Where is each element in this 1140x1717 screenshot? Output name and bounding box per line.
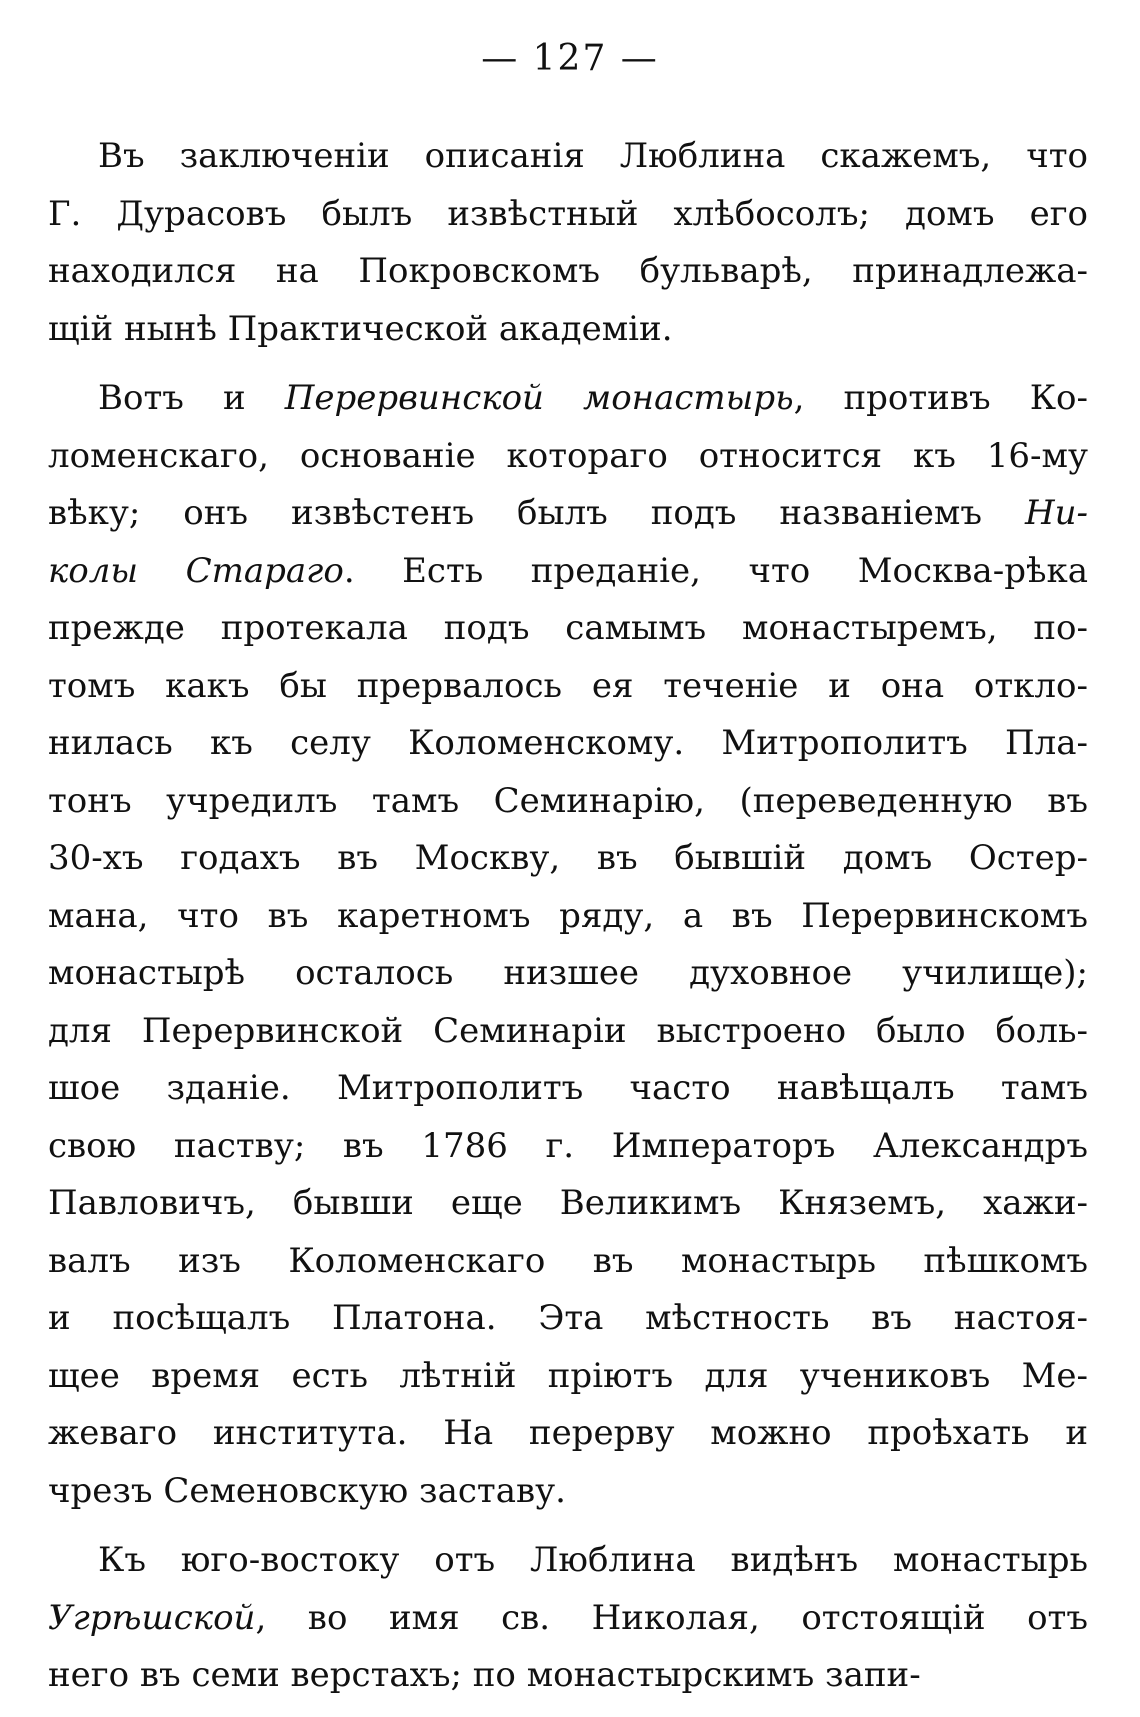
italic-text: Ни-: [1024, 493, 1088, 533]
text-line: [48, 1233, 1088, 1291]
text-segment: щее время есть лѣтній пріютъ для учениковъ Ме-: [48, 1355, 1088, 1396]
text-line: [48, 945, 1088, 1003]
text-segment: тонъ учредилъ тамъ Семинарію, (переведенную въ: [48, 780, 1088, 821]
text-segment: томъ какъ бы прервалось ея теченіе и она откло-: [48, 665, 1088, 706]
text-line: [48, 1060, 1088, 1118]
text-segment: Павловичъ, бывши еще Великимъ Княземъ, хажи-: [48, 1183, 1088, 1223]
text-line: [48, 301, 1088, 359]
text-segment: монастырѣ осталось низшее духовное училище);: [48, 953, 1088, 993]
italic-text: Перервинской монастырь: [284, 378, 794, 418]
text-segment: валъ изъ Коломенскаго въ монастырь пѣшкомъ: [48, 1240, 1088, 1281]
text-line: [48, 1118, 1088, 1176]
text-segment: шое зданіе. Митрополитъ часто навѣщалъ тамъ: [48, 1068, 1088, 1108]
paragraph: [48, 1532, 1088, 1705]
text-segment: , противъ Ко-: [793, 378, 1088, 418]
text-segment: него въ семи верстахъ; по монастырскимъ запи-: [48, 1655, 921, 1695]
text-line: [48, 428, 1088, 486]
italic-text: колы Стараго: [48, 550, 344, 591]
text-line: [48, 186, 1088, 244]
text-segment: вѣку; онъ извѣстенъ былъ подъ названіемъ: [48, 493, 1025, 533]
text-line: [48, 888, 1088, 946]
text-segment: , во имя св. Николая, отстоящій отъ: [255, 1597, 1088, 1638]
text-line: [48, 485, 1088, 543]
page-number: — 127 —: [481, 38, 659, 79]
text-line: [48, 543, 1088, 601]
text-segment: свою паству; въ 1786 г. Императоръ Александръ: [48, 1125, 1088, 1166]
text-segment: прежде протекала подъ самымъ монастыремъ, по-: [48, 608, 1088, 648]
text-line: [48, 1590, 1088, 1648]
text-segment: 30-хъ годахъ въ Москву, въ бывшій домъ Остер-: [48, 838, 1088, 878]
body-text: [48, 128, 1088, 1717]
text-segment: чрезъ Семеновскую заставу.: [48, 1470, 566, 1511]
text-segment: щій нынѣ Практической академіи.: [48, 308, 673, 349]
text-segment: находился на Покровскомъ бульварѣ, принадлежа-: [48, 251, 1088, 291]
text-line: [48, 600, 1088, 658]
text-line: [48, 1175, 1088, 1233]
text-line: [48, 830, 1088, 888]
text-segment: Г. Дурасовъ былъ извѣстный хлѣбосолъ; домъ его: [48, 193, 1088, 234]
italic-text: Угрѣшской: [48, 1597, 256, 1638]
text-line: [48, 1348, 1088, 1406]
text-segment: . Есть преданіе, что Москва-рѣка: [343, 550, 1088, 591]
text-line: [48, 128, 1088, 186]
text-line: [48, 1532, 1088, 1590]
paragraph: [48, 128, 1088, 358]
text-segment: ломенскаго, основаніе котораго относится къ 16-му: [48, 435, 1088, 476]
text-segment: Въ заключеніи описанія Люблина скажемъ, что: [98, 136, 1088, 176]
text-segment: для Перервинской Семинаріи выстроено было боль-: [48, 1010, 1088, 1051]
text-segment: Вотъ и: [98, 378, 285, 418]
text-line: [48, 1003, 1088, 1061]
text-line: [48, 1290, 1088, 1348]
text-line: [48, 715, 1088, 773]
text-line: [48, 1405, 1088, 1463]
text-segment: мана, что въ каретномъ ряду, а въ Перервинскомъ: [48, 895, 1088, 936]
text-segment: нилась къ селу Коломенскому. Митрополитъ Пла-: [48, 723, 1088, 763]
text-line: [48, 773, 1088, 831]
text-segment: жеваго института. На перерву можно проѣхать и: [48, 1413, 1088, 1453]
text-segment: и посѣщалъ Платона. Эта мѣстность въ настоя-: [48, 1298, 1088, 1338]
text-segment: Къ юго-востоку отъ Люблина видѣнъ монастырь: [98, 1540, 1088, 1580]
text-line: [48, 1647, 1088, 1705]
text-line: [48, 658, 1088, 716]
paragraph: [48, 370, 1088, 1520]
text-line: [48, 243, 1088, 301]
text-line: [48, 370, 1088, 428]
text-line: [48, 1463, 1088, 1521]
